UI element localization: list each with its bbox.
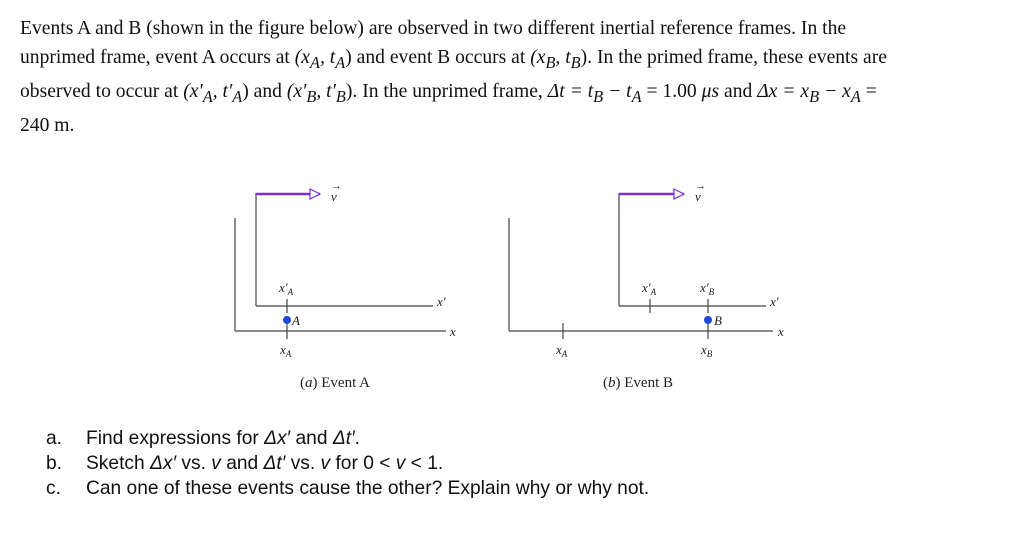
caption-b: (b) Event B <box>603 375 673 391</box>
x-axis-label-a: x <box>450 324 456 339</box>
vector-arrow-icon: → <box>695 180 706 192</box>
unprimed-frame-a <box>235 218 456 339</box>
question-label: a. <box>46 428 63 449</box>
question-text: Find expressions for Δx′ and Δt′. <box>86 428 361 449</box>
vector-arrow-icon: → <box>331 180 342 192</box>
primed-frame-b <box>619 180 779 313</box>
xprime-axis-label-a: x′ <box>437 294 446 309</box>
velocity-label-a: v <box>331 189 337 204</box>
xprime-axis-label-b: x′ <box>770 294 779 309</box>
problem-line-1: Events A and B (shown in the figure below) are observed in two different inertial reference frames. In the <box>20 18 847 39</box>
panel-a <box>235 180 456 391</box>
x-axis-label-b: x <box>778 324 784 339</box>
x-A-label-a: $x_A$ <box>280 342 292 359</box>
problem-line-3: observed to occur at ($x'_A$, $t'_A$) and ($x'_B$, $t'_B$). In the unprimed frame, $\Delta t = t_B - t_A = 1.00$ μs and $\Delta x = x_B - x_A$ = <box>20 80 877 106</box>
xprime-A-label-a: $x'_A$ <box>279 280 294 297</box>
x-B-label-b: $x_B$ <box>701 342 713 359</box>
question-b <box>46 451 649 476</box>
velocity-label-b: v <box>695 189 701 204</box>
xprime-A-label-b: $x'_A$ <box>642 280 657 297</box>
question-text: Can one of these events cause the other? Explain why or why not. <box>86 478 650 499</box>
event-b-markers <box>700 313 722 359</box>
event-label-B: B <box>714 313 722 328</box>
event-dot-B <box>704 316 712 324</box>
problem-line-4: 240 m. <box>20 114 75 136</box>
question-c <box>46 476 649 501</box>
question-label: c. <box>46 478 61 499</box>
question-list <box>46 426 649 501</box>
problem-line-2: unprimed frame, event A occurs at ($x_A$, $t_A$) and event B occurs at ($x_B$, $t_B$). In the primed frame, these events are <box>20 47 887 72</box>
caption-a: (a) Event A <box>300 375 370 391</box>
xprime-B-label-b: $x'_B$ <box>700 280 715 297</box>
panel-b <box>509 180 784 391</box>
question-a <box>46 426 649 451</box>
question-text: Sketch Δx′ vs. v and Δt′ vs. v for 0 < v < 1. <box>86 453 444 474</box>
event-dot-A <box>283 316 291 324</box>
event-label-A: A <box>292 313 300 328</box>
x-A-label-b: $x_A$ <box>556 342 568 359</box>
question-label: b. <box>46 453 63 474</box>
event-a-markers <box>278 280 300 359</box>
